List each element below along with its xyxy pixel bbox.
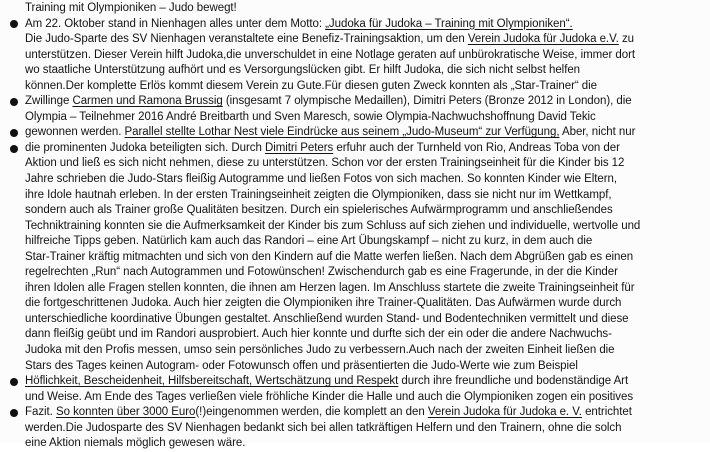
text-line xyxy=(25,421,707,437)
text-line xyxy=(25,436,707,452)
text-segment: werden.Die Judosparte des SV Nienhagen bedankt sich bei allen tatkräftigen Helfern und den Trainern, ohne die solch xyxy=(25,421,622,434)
text-line xyxy=(25,110,707,126)
text-segment: dann fleißig geübt und im Randori ausprobiert. Auch hier konnte und durfte sich der ein oder die andere Nachwuchs- xyxy=(25,328,612,341)
article-text xyxy=(25,1,707,452)
text-segment: wo staatliche Unterstützung aufhört und es Versorgungslücken gibt. Er hilft Judoka, die sich nicht selbst helfen xyxy=(25,64,581,77)
text-segment: Aktion und ließ es sich nicht nehmen, diese zu unterstützen. Schon vor der ersten Trainingseinheit für die Kinder bis 12 xyxy=(25,157,625,170)
text-line xyxy=(25,219,707,235)
underlined-text: Carmen und Ramona Brussig xyxy=(72,95,223,108)
text-segment: die fortgeschrittenen Judoka. Auch hier zeigten die Olympioniken ihre Trainer-Qualitäten. Das Aufwärmen wurde durch xyxy=(25,297,622,310)
text-line xyxy=(25,343,707,359)
text-line xyxy=(25,94,707,110)
text-line xyxy=(25,17,707,33)
text-line xyxy=(25,125,707,141)
text-line xyxy=(25,265,707,281)
underlined-text: Parallel stellte Lothar Nest viele Eindrücke aus seinem „Judo-Museum“ zur Verfügung, xyxy=(124,126,560,139)
text-line xyxy=(25,32,707,48)
text-segment: erfuhr auch der Turnheld von Rio, Andreas Toba von der xyxy=(333,141,620,154)
text-line xyxy=(25,156,707,172)
article-heading: Training mit Olympioniken – Judo bewegt! xyxy=(25,2,237,14)
text-segment: ihre Idole hautnah erleben. In der ersten Trainingseinheit zeigten die Olympioniken, dass sie nicht nur im Wettkampf, xyxy=(25,188,612,201)
text-line xyxy=(25,296,707,312)
text-line xyxy=(25,327,707,343)
text-segment: Die Judo-Sparte des SV Nienhagen veranstaltete eine Benefiz-Trainingsaktion, um den xyxy=(25,33,468,46)
text-segment: Techniktraining konnten sie die Aufmerksamkeit der Kinder bis zum Schluss auf sich ziehen und individuelle, wertvolle und xyxy=(25,219,641,232)
text-line xyxy=(25,281,707,297)
text-line xyxy=(25,203,707,219)
bullet-dot-icon xyxy=(10,129,18,137)
bullet-dot-icon xyxy=(10,378,18,386)
text-segment: zu xyxy=(618,33,634,46)
text-line xyxy=(25,63,707,79)
underlined-text: Verein Judoka für Judoka e. V. xyxy=(427,406,582,419)
text-segment: unterschiedliche koordinative Übungen gestaltet. Anschließend wurden Stand- und Bodentechniken vermittelt und diese xyxy=(25,312,629,325)
text-line xyxy=(25,405,707,421)
text-segment: Am 22. Oktober stand in Nienhagen alles unter dem Motto: xyxy=(25,17,326,30)
underlined-text: „Judoka für Judoka – Training mit Olympioniken“. xyxy=(325,17,573,30)
underlined-text: Verein Judoka für Judoka e.V. xyxy=(467,33,619,46)
underlined-text: Dimitri Peters xyxy=(264,141,334,154)
bullet-dot-icon xyxy=(10,98,18,106)
text-segment: Jahre schrieben die Judo-Stars fleißig Autogramme und ließen Fotos von sich machen. So konnten Kinder wie Eltern, xyxy=(25,173,618,186)
text-segment: Judoka mit den Profis messen, umso sein persönliches Judo zu verbessern.Auch nach der zweiten Einheit ließen die xyxy=(25,344,615,357)
text-segment: und Weise. Am Ende des Tages verließen viele fröhliche Kinder die Halle und auch die Olympioniken zogen ein positives xyxy=(25,390,634,403)
text-line xyxy=(25,390,707,406)
text-line xyxy=(25,79,707,95)
text-segment: Aber, nicht nur xyxy=(559,126,636,139)
text-segment: Olympia – Teilnehmer 2016 André Breitbarth und Sven Maresch, sowie Olympia-Nachwuchshoffnung David Tekic xyxy=(25,110,596,123)
text-line xyxy=(25,250,707,266)
text-segment: eine Aktion niemals möglich gewesen wäre. xyxy=(25,437,246,450)
underlined-text: Höflichkeit, Bescheidenheit, Hilfsbereitschaft, Wertschätzung und Respekt xyxy=(25,375,399,388)
text-line xyxy=(25,172,707,188)
text-segment: unterstützen. Dieser Verein hilft Judoka,die unverschuldet in eine Notlage geraten auf unbürokratische Weise, immer dort xyxy=(25,48,636,61)
text-segment: Stars des Tages keinen Autogram- oder Fotowunsch offen und präsentierten die Judo-Werte wie zum Beispiel xyxy=(25,359,578,372)
text-line xyxy=(25,48,707,64)
text-line xyxy=(25,312,707,328)
text-line xyxy=(25,359,707,375)
text-segment: sondern auch als Trainer große Qualitäten besitzen. Durch ein spielerisches Aufwärmprogramm und anschließendes xyxy=(25,204,613,217)
text-segment: können.Der komplette Erlös kommt diesem Verein zu Gute.Für diesen guten Zweck konnten als „Star-Trainer“ die xyxy=(25,79,597,92)
text-segment: hilfreiche Tipps geben. Natürlich kam auch das Randori – eine Art Übungskampf – nicht zu kurz, in dem auch die xyxy=(25,235,593,248)
text-segment: Star-Trainer kräftig mitmachten und sich von den Kindern auf die Matte werfen ließen. Nach dem Abgrüßen gab es einen xyxy=(25,250,634,263)
text-line xyxy=(25,141,707,157)
bullet-dot-icon xyxy=(10,145,18,153)
text-segment: durch ihre freundliche und bodenständige Art xyxy=(398,375,629,388)
text-segment: regelrechten „Run“ nach Autogrammen und Fotowünschen! Zwischendurch gab es eine Fragerunde, in der die Kinder xyxy=(25,266,618,279)
text-segment: die prominenten Judoka beteiligten sich. Durch xyxy=(25,141,265,154)
underlined-text: So konnten über 3000 Euro xyxy=(55,406,196,419)
text-segment: (!)eingenommen werden, die komplett an den xyxy=(195,406,428,419)
text-segment: Fazit. xyxy=(25,406,56,419)
text-segment: ihren Idolen alle Fragen stellen konnten, die ihnen am Herzen lagen. Im Anschluss startete die zweite Trainingseinheit für xyxy=(25,281,635,294)
text-segment: Zwillinge xyxy=(25,95,73,108)
text-line xyxy=(25,374,707,390)
text-line xyxy=(25,234,707,250)
text-segment: (insgesamt 7 olympische Medaillen), Dimitri Peters (Bronze 2012 in London), die xyxy=(222,95,632,108)
text-segment: gewonnen werden. xyxy=(25,126,125,139)
bullet-dot-icon xyxy=(10,409,18,417)
bullet-dot-icon xyxy=(10,20,18,28)
text-segment: entrichtet xyxy=(581,406,632,419)
text-line xyxy=(25,188,707,204)
